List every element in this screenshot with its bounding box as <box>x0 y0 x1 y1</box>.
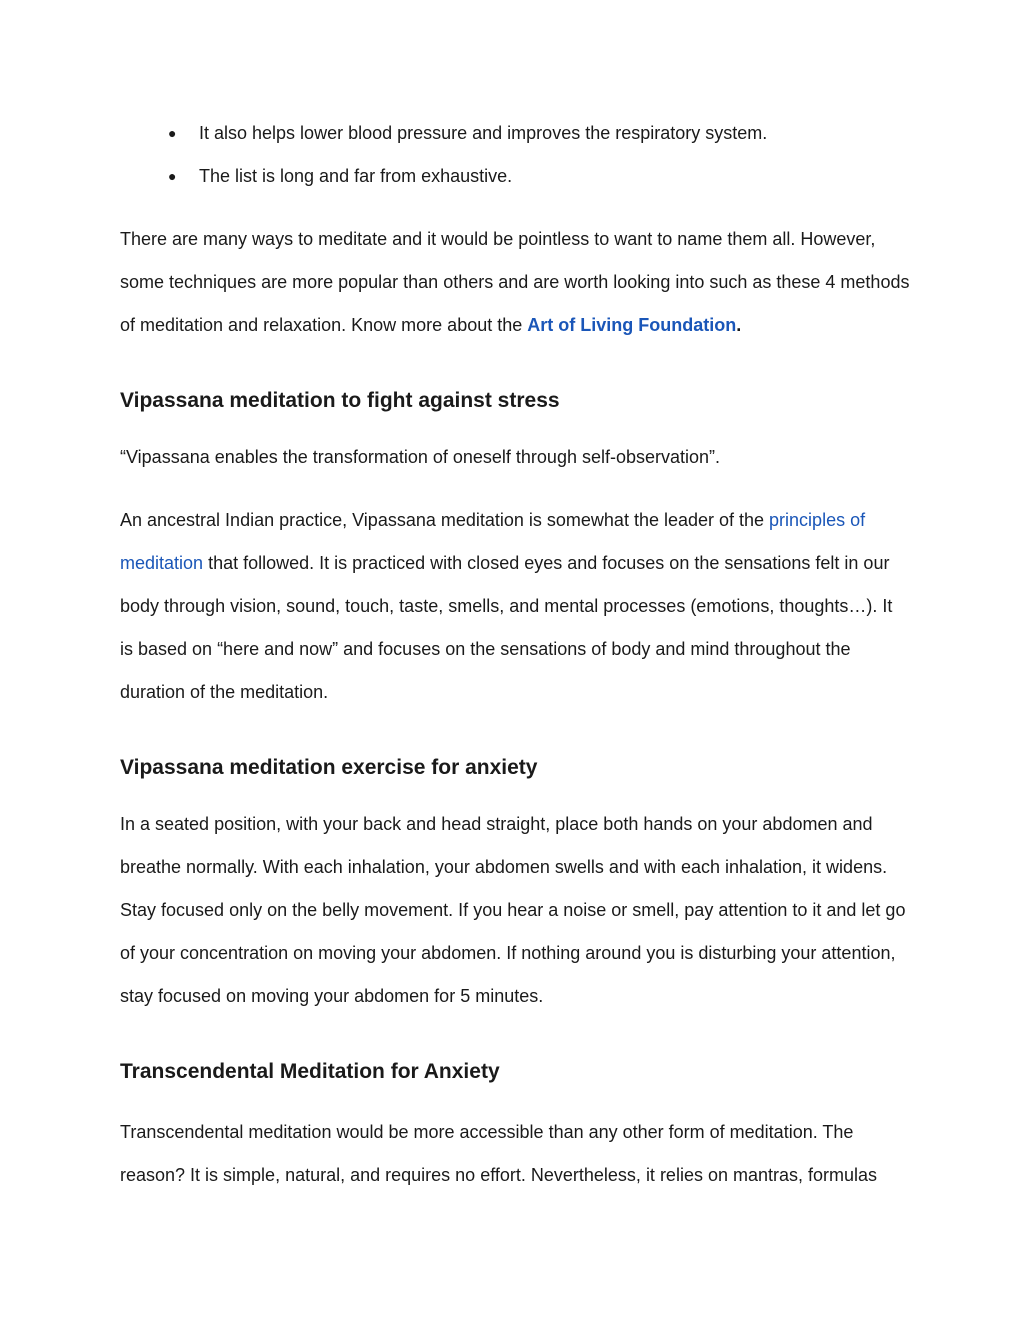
transcendental-paragraph: Transcendental meditation would be more accessible than any other form of meditation. The reason? It is simple, natural, and requires no effort. Nevertheless, it relies on mantras, formulas <box>120 1122 878 1185</box>
bullet-text: It also helps lower blood pressure and improves the respiratory system. <box>199 123 768 143</box>
section-heading-vipassana-anxiety: Vipassana meditation exercise for anxiety <box>120 756 538 779</box>
section-heading-transcendental: Transcendental Meditation for Anxiety <box>120 1060 500 1083</box>
bullet-icon: ● <box>168 125 177 141</box>
vipassana-quote: “Vipassana enables the transformation of oneself through self-observation”. <box>120 447 721 467</box>
vipassana-text-start: An ancestral Indian practice, Vipassana meditation is somewhat the leader of the <box>120 510 770 530</box>
vipassana-paragraph <box>120 499 910 714</box>
principles-of-meditation-link[interactable]: principles of meditation <box>120 510 866 573</box>
intro-paragraph <box>120 218 910 347</box>
art-of-living-link[interactable]: Art of Living Foundation <box>527 315 737 335</box>
bullet-list <box>0 112 1024 198</box>
intro-text: There are many ways to meditate and it would be pointless to want to name them all. However, some techniques are more popular than others and are worth looking into such as these 4 methods of meditation and relaxation. Know more about the <box>120 229 910 335</box>
list-item <box>0 112 1024 155</box>
vipassana-text-end: that followed. It is practiced with closed eyes and focuses on the sensations felt in our body through vision, sound, touch, taste, smells, and mental processes (emotions, thoughts…). It is based on “here and now” and focuses on the sensations of body and mind throughout the duration of the meditation. <box>120 553 893 702</box>
intro-end: . <box>736 315 742 335</box>
list-item <box>0 155 1024 198</box>
bullet-icon: ● <box>168 168 177 184</box>
section-heading-vipassana-stress: Vipassana meditation to fight against stress <box>120 389 560 412</box>
exercise-paragraph: In a seated position, with your back and head straight, place both hands on your abdomen and breathe normally. With each inhalation, your abdomen swells and with each inhalation, it widens. Stay focused only on the belly movement. If you hear a noise or smell, pay attention to it and let go of your concentration on moving your abdomen. If nothing around you is disturbing your attention, stay focused on moving your abdomen for 5 minutes. <box>120 814 906 1006</box>
bullet-text: The list is long and far from exhaustive. <box>199 166 513 186</box>
